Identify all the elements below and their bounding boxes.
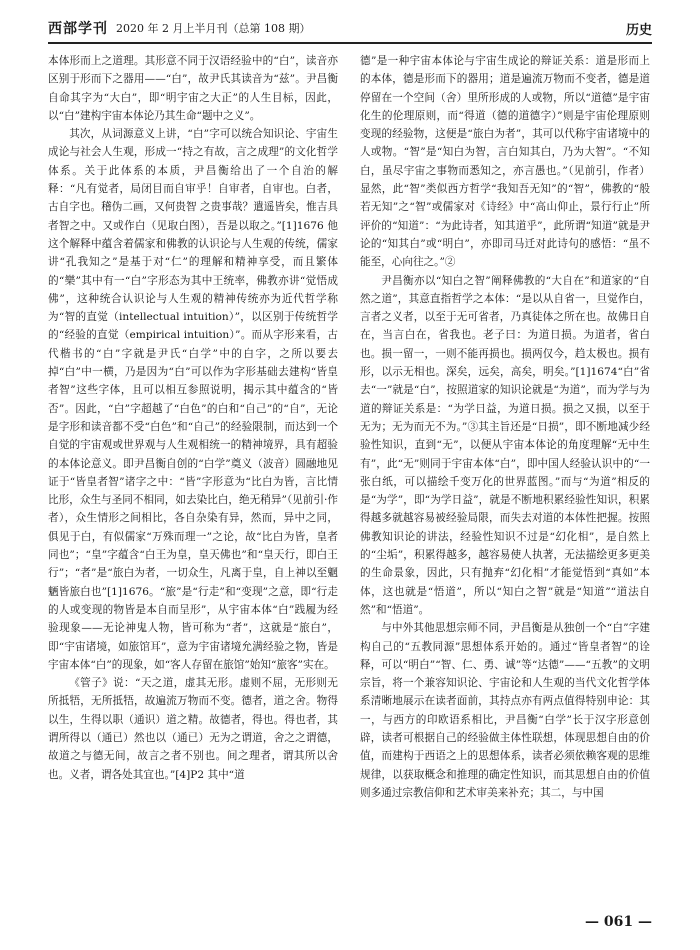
section-title: 历史 bbox=[625, 22, 652, 38]
paragraph: 《管子》说：“天之道，虚其无形。虚则不屈，无形则无所抵牾，无所抵牾，故遍流万物而不变。德者，道之舍。物得以生，生得以职（通识）道之精。故德者，得也。得也者，其谓所得以（通已）然也以（通已）无为之谓道，舍之之谓德，故道之与德无间，故言之者不别也。间之理者，谓其所以舍也。义者，谓各处其宜也。”[4]P2 其中“道 bbox=[48, 677, 338, 781]
paragraph: 德”是一种宇宙本体论与宇宙生成论的辩证关系：道是形而上的本体，德是形而下的器用；道是遍流万物而不变者，德是道停留在一个空间（舍）里所形成的人或物，所以“道德”是宇宙化生的伦理原则，而“得道（德的道德字）”则是宇宙伦理原则变现的经验物，这便是“旅白为者”，其可以代称宇宙诸境中的人或物。“智”是“知白为智，言白知其白，乃为大智”。“不知白，虽尽宇宙之事物而悉知之，亦言愚也。”（见前引，作者）显然，此“智”类似西方哲学“我知吾无知”的“智”，佛教的“般若无知”之“智”或儒家对《诗经》中“高山仰止，景行行止”所评价的“知道”：“为此诗者，知其道乎”，此所谓“知道”就是尹论的“知其白”或“明白”，亦即司马迁对此诗句的感悟：“虽不能至，心向往之。”② bbox=[360, 55, 650, 269]
paragraph: 其次，从词源意义上讲，“白”字可以统合知识论、宇宙生成论与社会人生观，形成一“持之有故，言之成理”的文化哲学体系。关于此体系的本质，尹昌衡给出了一个自治的解释：“凡有觉者，局闭目而自审乎！自审者，自审也。白者，古自字也。稽伪二画，又何贵智 之贵事哉？遣遥皆矣，惟吉具者智之中。又或作白（见取白图），吾是以取之。”[1]1676 他这个解释中蕴含着儒家和佛教的认识论与人生观的传统，儒家讲“孔我知之”是基于对“仁”的理解和精神享受，而且繁体的“樂”其中有一“白”字形态为其中王统率，佛教亦讲“觉悟成佛”，这种统合认识论与人生观的精神传统亦为近代哲学称为“智的直觉（intellectual intuition）”，以区别于传统哲学的“经验的直觉（empirical intuition）”。而从字形来看，古代楷书的“白”字就是尹氏“白学”中的白字，之所以要去掉“白”中一横，乃是因为“白”可以作为字形基础去建构“皆皇者智”这些字体，且可以相互参照说明，揭示其中蕴含的“皆否”。因此，“白”字超越了“白色”的白和“自己”的“自”，无论是字形和读音都不受“白色”和“自己”的经验限制，而达到一个自觉的宇宙观或世界观与人生观相统一的精神境界，具有超验的本体论意义。即尹昌衡自创的“白学”奠义（波音）圆融地见证于“皆皇者智”诸字之中：“皆”字形意为“比白为皆，言比情比形，众生与圣同不相同，如去染比白，绝无稍异”（见前引·作者），众生情形之间相比，各自杂染有异，然而，异中之同，俱见于白，有似儒家“万殊而理一”之论，故“比白为皆，皇者同也”；“皇”字蕴含“白王为皇，皇天佛也”和“皇天行，即白王行”；“者”是“旅白为者，一切众生，凡离于皇，自上神以至魍魉皆旅白也”[1]1676。“旅”是“行走”和“变现”之意，即“行走的人或变现的物皆是本自而呈形”，从宇宙本体“白”践履为经验现象——无论神鬼人物，皆可称为“者”，这就是“旅白”，即“宇宙诸境，如旅馆耳”，意为宇宙诸境允满经验之物，皆是宇宙本体“白”的现象，如“客人存留在旅馆”始知“旅客”实在。 bbox=[48, 128, 338, 671]
right-column bbox=[360, 52, 650, 802]
paragraph: 本体形而上之道理。其形意不同于汉语经验中的“白”，读音亦区别于形而下之器用——“白”，故尹氏其读音为“兹”。尹昌衡自命其字为“大白”，即“明宇宙之大正”的人生目标，因此，以“白”建构宇宙本体论乃其生命“题中之义”。 bbox=[48, 55, 338, 122]
left-column bbox=[48, 52, 338, 784]
paragraph: 与中外其他思想宗师不同，尹昌衡是从独创一个“白”字建构自己的“五教同源”思想体系开始的。通过“皆皇者智”的诠释，可以“明白”“智、仁、勇、诚”等“达德”——“五教”的文明宗旨，将一个兼容知识论、宇宙论和人生观的当代文化哲学体系清晰地展示在读者面前，其持点亦有两点值得特别申论：其一，与西方的印欧语系相比，尹昌衡“白学”长于汉字形意创辟，读者可根据自己的经验做主体性联想，体现思想自由的价值，而建构于西语之上的思想体系，读者必须依赖客观的思维规律，以获取概念和推理的确定性知识，而其思想自由的价值则多通过宗教信仰和艺术审美来补充；其二，与中国 bbox=[360, 622, 650, 799]
paragraph: 尹昌衡亦以“知白之智”阐释佛教的“大自在”和道家的“自然之道”，其意直指哲学之本体：“是以从自省一，旦觉作白，言者之义者，以至于无可省者，乃真徒体之所在也。故佛日自在，当言白在，省我也。老子曰：为道日损。为道者，省白也。损一留一，一则不能再损也。损两仅今，趋太极也。损有形，以示无相也。深矣，远矣，高矣，明矣。”[1]1674“白”省去“一”就是“白”，按照道家的知识论就是“为道”，而为学与为道的辩证关系是：“为学日益，为道日损。损之又损，以至于无为；无为而无不为。”③其主旨还是“日损”，即不断地减少经验性知识，直到“无”，以便从宇宙本体论的角度理解“无中生有”，此“无”则同于宇宙本体“白”，即中国人经验认识中的“一张白纸，可以描绘千变万化的世界蓝图。”而与“为道”相反的是“为学”，即“为学日益”，就是不断地积累经验性知识，积累得越多就越容易被经验局限，而失去对道的本体性把握。按照佛教知识论的讲法，经验性知识不过是“幻化相”，是自然上的“尘垢”，积累得越多，越容易使人执著，无法描绘更多更美的生命景象，因此，只有抛弃“幻化相”才能觉悟到“真如”本体，这也就是“悟道”，所以“知白之智”就是“知道”“道法自然”和“悟道”。 bbox=[360, 274, 650, 616]
journal-logo: 西部学刊 bbox=[48, 21, 108, 37]
issue-info: 2020 年 2 月上半月刊（总第 108 期） bbox=[116, 22, 311, 35]
page-header bbox=[48, 14, 652, 44]
page-number: — 061 — bbox=[585, 914, 652, 930]
